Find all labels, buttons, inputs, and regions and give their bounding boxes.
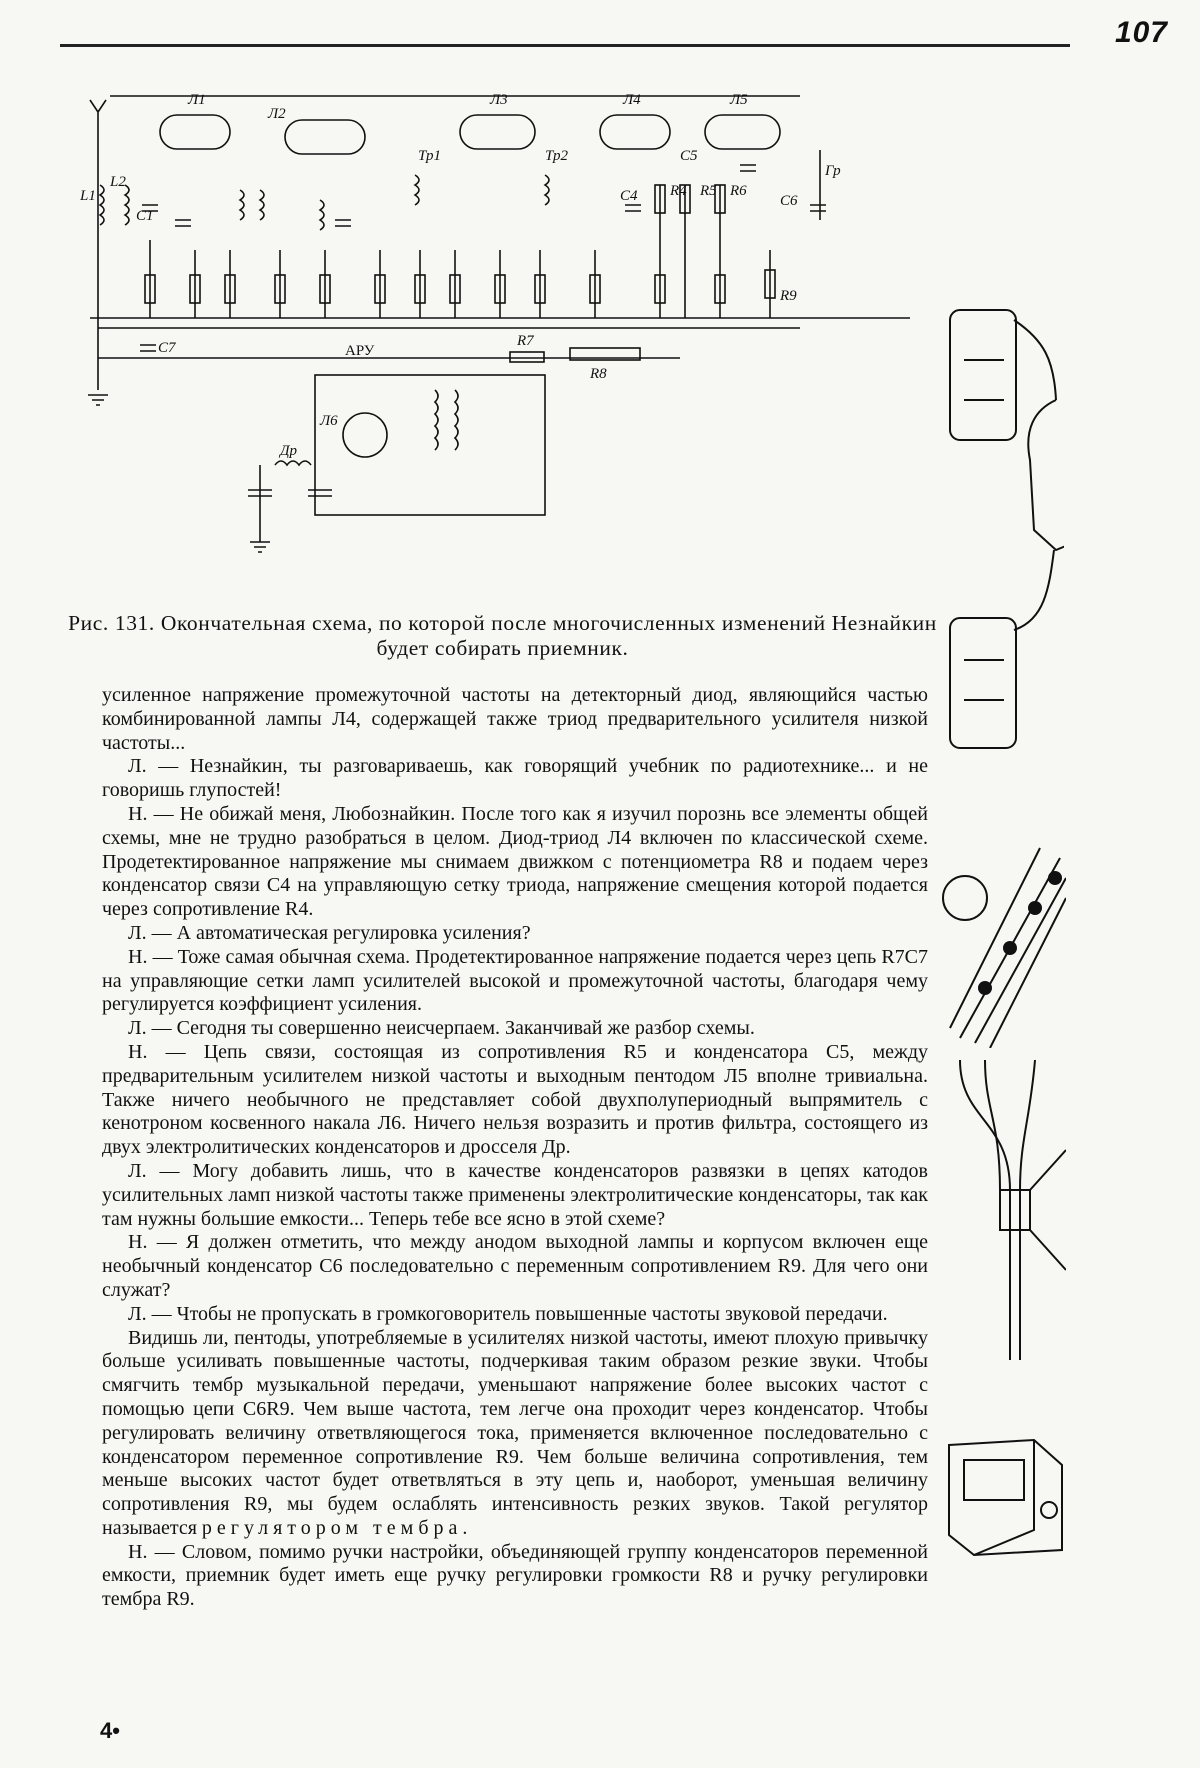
label-tr2: Тр2 xyxy=(545,148,568,164)
paragraph: Н. — Словом, помимо ручки настройки, объединяющей группу конденсаторов переменной емкости, приемник будет иметь еще ручку регулировки громкости R8 и ручку регулировки тембра R9. xyxy=(102,1540,928,1611)
paragraph: Л. — А автоматическая регулировка усиления? xyxy=(128,921,531,944)
music-notes-illustration xyxy=(940,838,1066,1048)
label-l2: L2 xyxy=(110,174,126,190)
radio-receiver-illustration xyxy=(944,1420,1064,1560)
label-tube5: Л5 xyxy=(730,92,748,108)
footer-mark: 4• xyxy=(100,1718,120,1743)
label-c4: C4 xyxy=(620,188,638,204)
paragraph: Л. — Чтобы не пропускать в громкоговоритель повышенные частоты звуковой передачи. xyxy=(128,1302,888,1325)
label-r7: R7 xyxy=(517,333,534,349)
paragraph: Л. — Могу добавить лишь, что в качестве конденсаторов развязки в цепях катодов усилительных ламп низкой частоты также применены электролитические конденсаторы, так как там нужны большие емкости... Теперь тебе все ясно в этой схеме? xyxy=(102,1159,928,1230)
paragraph-end: . xyxy=(462,1516,468,1539)
circuit-figure xyxy=(80,90,950,600)
label-c7: C7 xyxy=(158,340,176,356)
label-dr: Др xyxy=(280,443,298,459)
speaker-illustration xyxy=(940,1060,1066,1370)
header-rule xyxy=(60,44,1070,47)
label-tube1: Л1 xyxy=(188,92,206,108)
paragraph: Н. — Я должен отметить, что между анодом выходной лампы и корпусом включен еще необычный конденсатор C6 последовательно с переменным сопротивлением R9. Для чего они служат? xyxy=(102,1231,928,1301)
paragraph: Н. — Не обижай меня, Любознайкин. После того как я изучил порознь все элементы общей схемы, мне не трудно разобраться в целом. Диод-триод Л4 включен по классической схеме. Продетектированное напряжение мы снимаем движком с потенциометра R8 и подаем через конденсатор связи C4 на управляющую сетку триода, напряжение смещения которой подается через сопротивление R4. xyxy=(102,802,928,921)
paragraph: Н. — Цепь связи, состоящая из сопротивления R5 и конденсатора C5, между предварительным усилителем низкой частоты и выходным пентодом Л5 вполне тривиальна. Также ничего необычного не представляет собой двухполупериодный выпрямитель с кенотроном косвенного накала Л6. Ничего нельзя возразить и против фильтра, состоящего из двух электролитических конденсаторов и дросселя Др. xyxy=(102,1040,928,1159)
label-r8: R8 xyxy=(590,366,607,382)
label-c1: C1 xyxy=(136,208,154,224)
label-r9: R9 xyxy=(780,288,797,304)
label-l1: L1 xyxy=(80,188,96,204)
label-c5: C5 xyxy=(680,148,698,164)
paragraph: усиленное напряжение промежуточной частоты на детекторный диод, являющийся частью комбинированной лампы Л4, содержащей также триод предварительного усилителя низкой частоты... xyxy=(102,684,928,754)
label-r4: R4 xyxy=(670,183,687,199)
label-gr: Гр xyxy=(825,163,841,179)
paragraph: Л. — Сегодня ты совершенно неисчерпаем. Заканчивай же разбор схемы. xyxy=(128,1017,755,1040)
paragraph: Н. — Тоже самая обычная схема. Продетектированное напряжение подается через цепь R7C7 на управляющие сетки ламп усилителей высокой и промежуточной частоты, благодаря чему регулируется коэффициент усиления. xyxy=(102,945,928,1016)
label-r6: R6 xyxy=(730,183,747,199)
label-tube6: Л6 xyxy=(320,413,338,429)
paragraph-text: Видишь ли, пентоды, употребляемые в усилителях низкой частоты, имеют плохую привычку больше усиливать повышенные частоты, подчеркивая таким образом резкие звуки. Чтобы смягчить тембр музыкальной передачи, уменьшают напряжение более высоких частот с помощью цепи C6R9. Чем выше частота, тем легче она проходит через конденсатор. Чтобы регулировать величину ответвляющегося тока, применяется включенное последовательно с конденсатором переменное сопротивление R9. Чем больше величина сопротивления, тем меньше высоких частот будет ответвляться в эту цепь и, наоборот, уменьшая величину сопротивления R9, мы будем ослаблять интенсивность резких звуков. Такой регулятор называется xyxy=(102,1326,928,1539)
figure-caption: Рис. 131. Окончательная схема, по которой после многочисленных изменений Незнайкин будет собирать приемник. xyxy=(68,611,937,660)
term-emphasis: регулятором тембра xyxy=(201,1516,463,1539)
label-tube2: Л2 xyxy=(268,106,286,122)
label-tube4: Л4 xyxy=(623,92,641,108)
tube-illustration xyxy=(944,300,1064,770)
label-c6: C6 xyxy=(780,193,798,209)
label-r5: R5 xyxy=(700,183,717,199)
body-text xyxy=(102,684,928,1612)
label-tube3: Л3 xyxy=(490,92,508,108)
paragraph xyxy=(102,1327,928,1541)
page-number: 107 xyxy=(1114,16,1168,49)
label-tr1: Тр1 xyxy=(418,148,441,164)
paragraph: Л. — Незнайкин, ты разговариваешь, как говорящий учебник по радиотехнике... и не говоришь глупостей! xyxy=(102,755,928,802)
label-aru: АРУ xyxy=(345,343,375,359)
